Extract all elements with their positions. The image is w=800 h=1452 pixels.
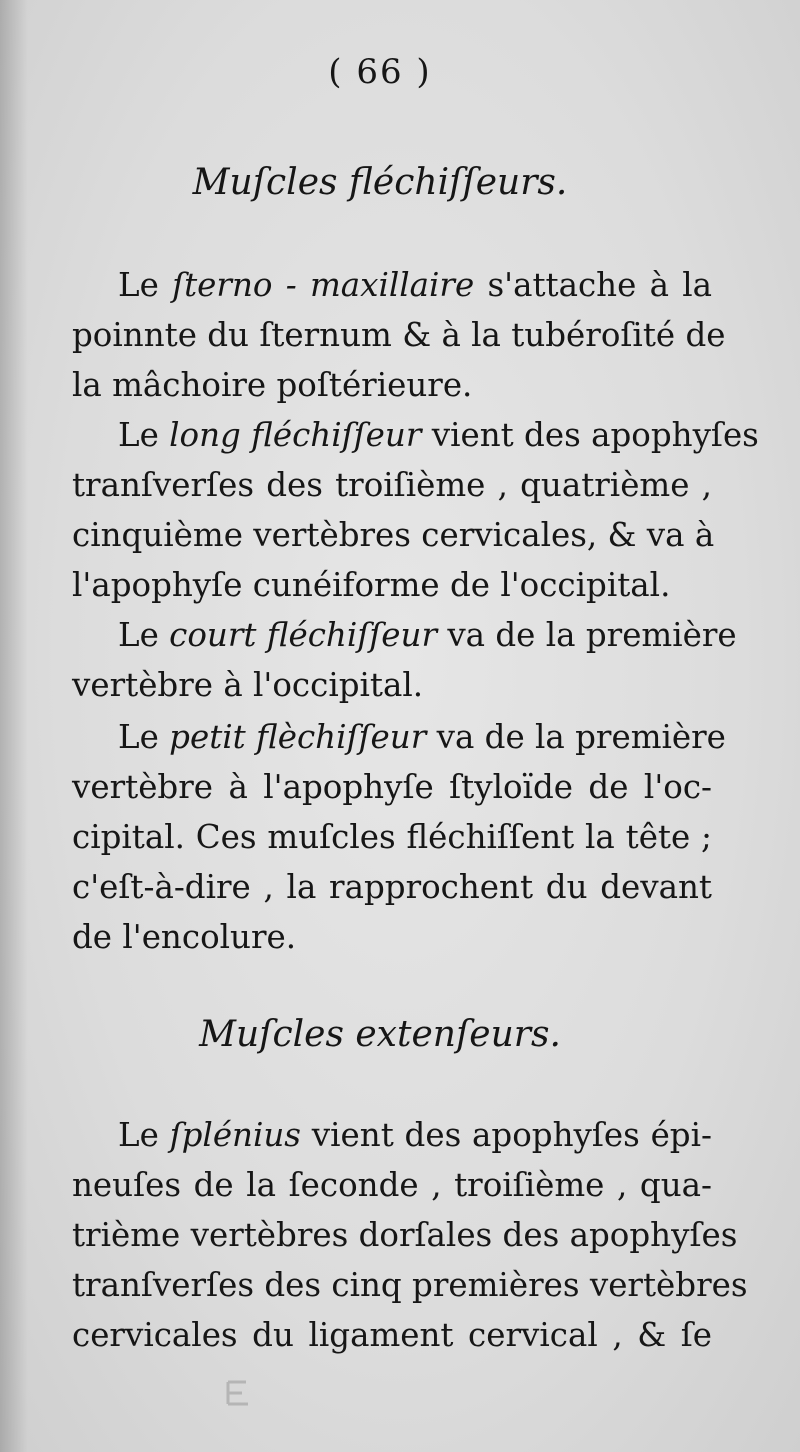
text-fragment: vient des apophyſes bbox=[421, 416, 759, 454]
paragraph-sterno-maxillaire bbox=[72, 260, 726, 410]
paragraph-splenius bbox=[72, 1110, 748, 1360]
text-line: c'eſt-à-dire , la rapprochent du devant bbox=[72, 868, 712, 906]
anatomical-term: long fléchiſſeur bbox=[169, 416, 422, 454]
text-line: tranſverſes des cinq premières vertèbres bbox=[72, 1266, 748, 1304]
text-line: vertèbre à l'occipital. bbox=[72, 666, 424, 704]
binding-shadow bbox=[0, 0, 28, 1452]
text-line bbox=[72, 610, 737, 660]
anatomical-term: ſterno - maxillaire bbox=[172, 266, 475, 304]
text-line: trième vertèbres dorſales des apophyſes bbox=[72, 1216, 738, 1254]
text-fragment: Le bbox=[118, 718, 170, 756]
text-fragment: va de la première bbox=[436, 616, 737, 654]
paragraph-petit-flechisseur bbox=[72, 712, 726, 962]
paragraph-long-flechisseur bbox=[72, 410, 759, 610]
text-fragment: Le bbox=[118, 616, 170, 654]
text-line: de l'encolure. bbox=[72, 918, 297, 956]
text-line: l'apophyſe cunéiforme de l'occipital. bbox=[72, 566, 671, 604]
text-line: vertèbre à l'apophyſe ſtyloïde de l'oc- bbox=[72, 768, 712, 806]
page-number: ( 66 ) bbox=[328, 52, 432, 92]
section-heading-flexors: Muſcles fléchiſſeurs. bbox=[192, 162, 568, 203]
anatomical-term: petit flèchiſſeur bbox=[169, 718, 427, 756]
text-line: cinquième vertèbres cervicales, & va à bbox=[72, 516, 715, 554]
text-fragment: Le bbox=[118, 266, 173, 304]
faint-printer-mark bbox=[220, 1378, 260, 1408]
section-heading-extensors: Muſcles extenſeurs. bbox=[199, 1014, 561, 1055]
text-fragment: Le bbox=[118, 1116, 170, 1154]
text-fragment: va de la première bbox=[426, 718, 726, 756]
text-fragment: vient des apophyſes épi- bbox=[301, 1116, 712, 1154]
text-line: cervicales du ligament cervical , & ſe bbox=[72, 1316, 712, 1354]
anatomical-term: ſplénius bbox=[169, 1116, 301, 1154]
text-fragment: Le bbox=[118, 416, 170, 454]
text-line: poinnte du ſternum & à la tubéroſité de bbox=[72, 316, 726, 354]
text-line: tranſverſes des troiſième , quatrième , bbox=[72, 466, 712, 504]
text-fragment: s'attache à la bbox=[474, 266, 713, 304]
text-line: neuſes de la ſeconde , troiſième , qua- bbox=[72, 1166, 712, 1204]
text-line: la mâchoire poſtérieure. bbox=[72, 366, 473, 404]
text-line: cipital. Ces muſcles fléchiſſent la tête ; bbox=[72, 818, 712, 856]
text-line bbox=[72, 712, 726, 762]
anatomical-term: court fléchiſſeur bbox=[169, 616, 437, 654]
text-line bbox=[72, 410, 759, 460]
text-line bbox=[72, 1110, 712, 1160]
paragraph-court-flechisseur bbox=[72, 610, 737, 710]
text-line bbox=[72, 260, 712, 310]
